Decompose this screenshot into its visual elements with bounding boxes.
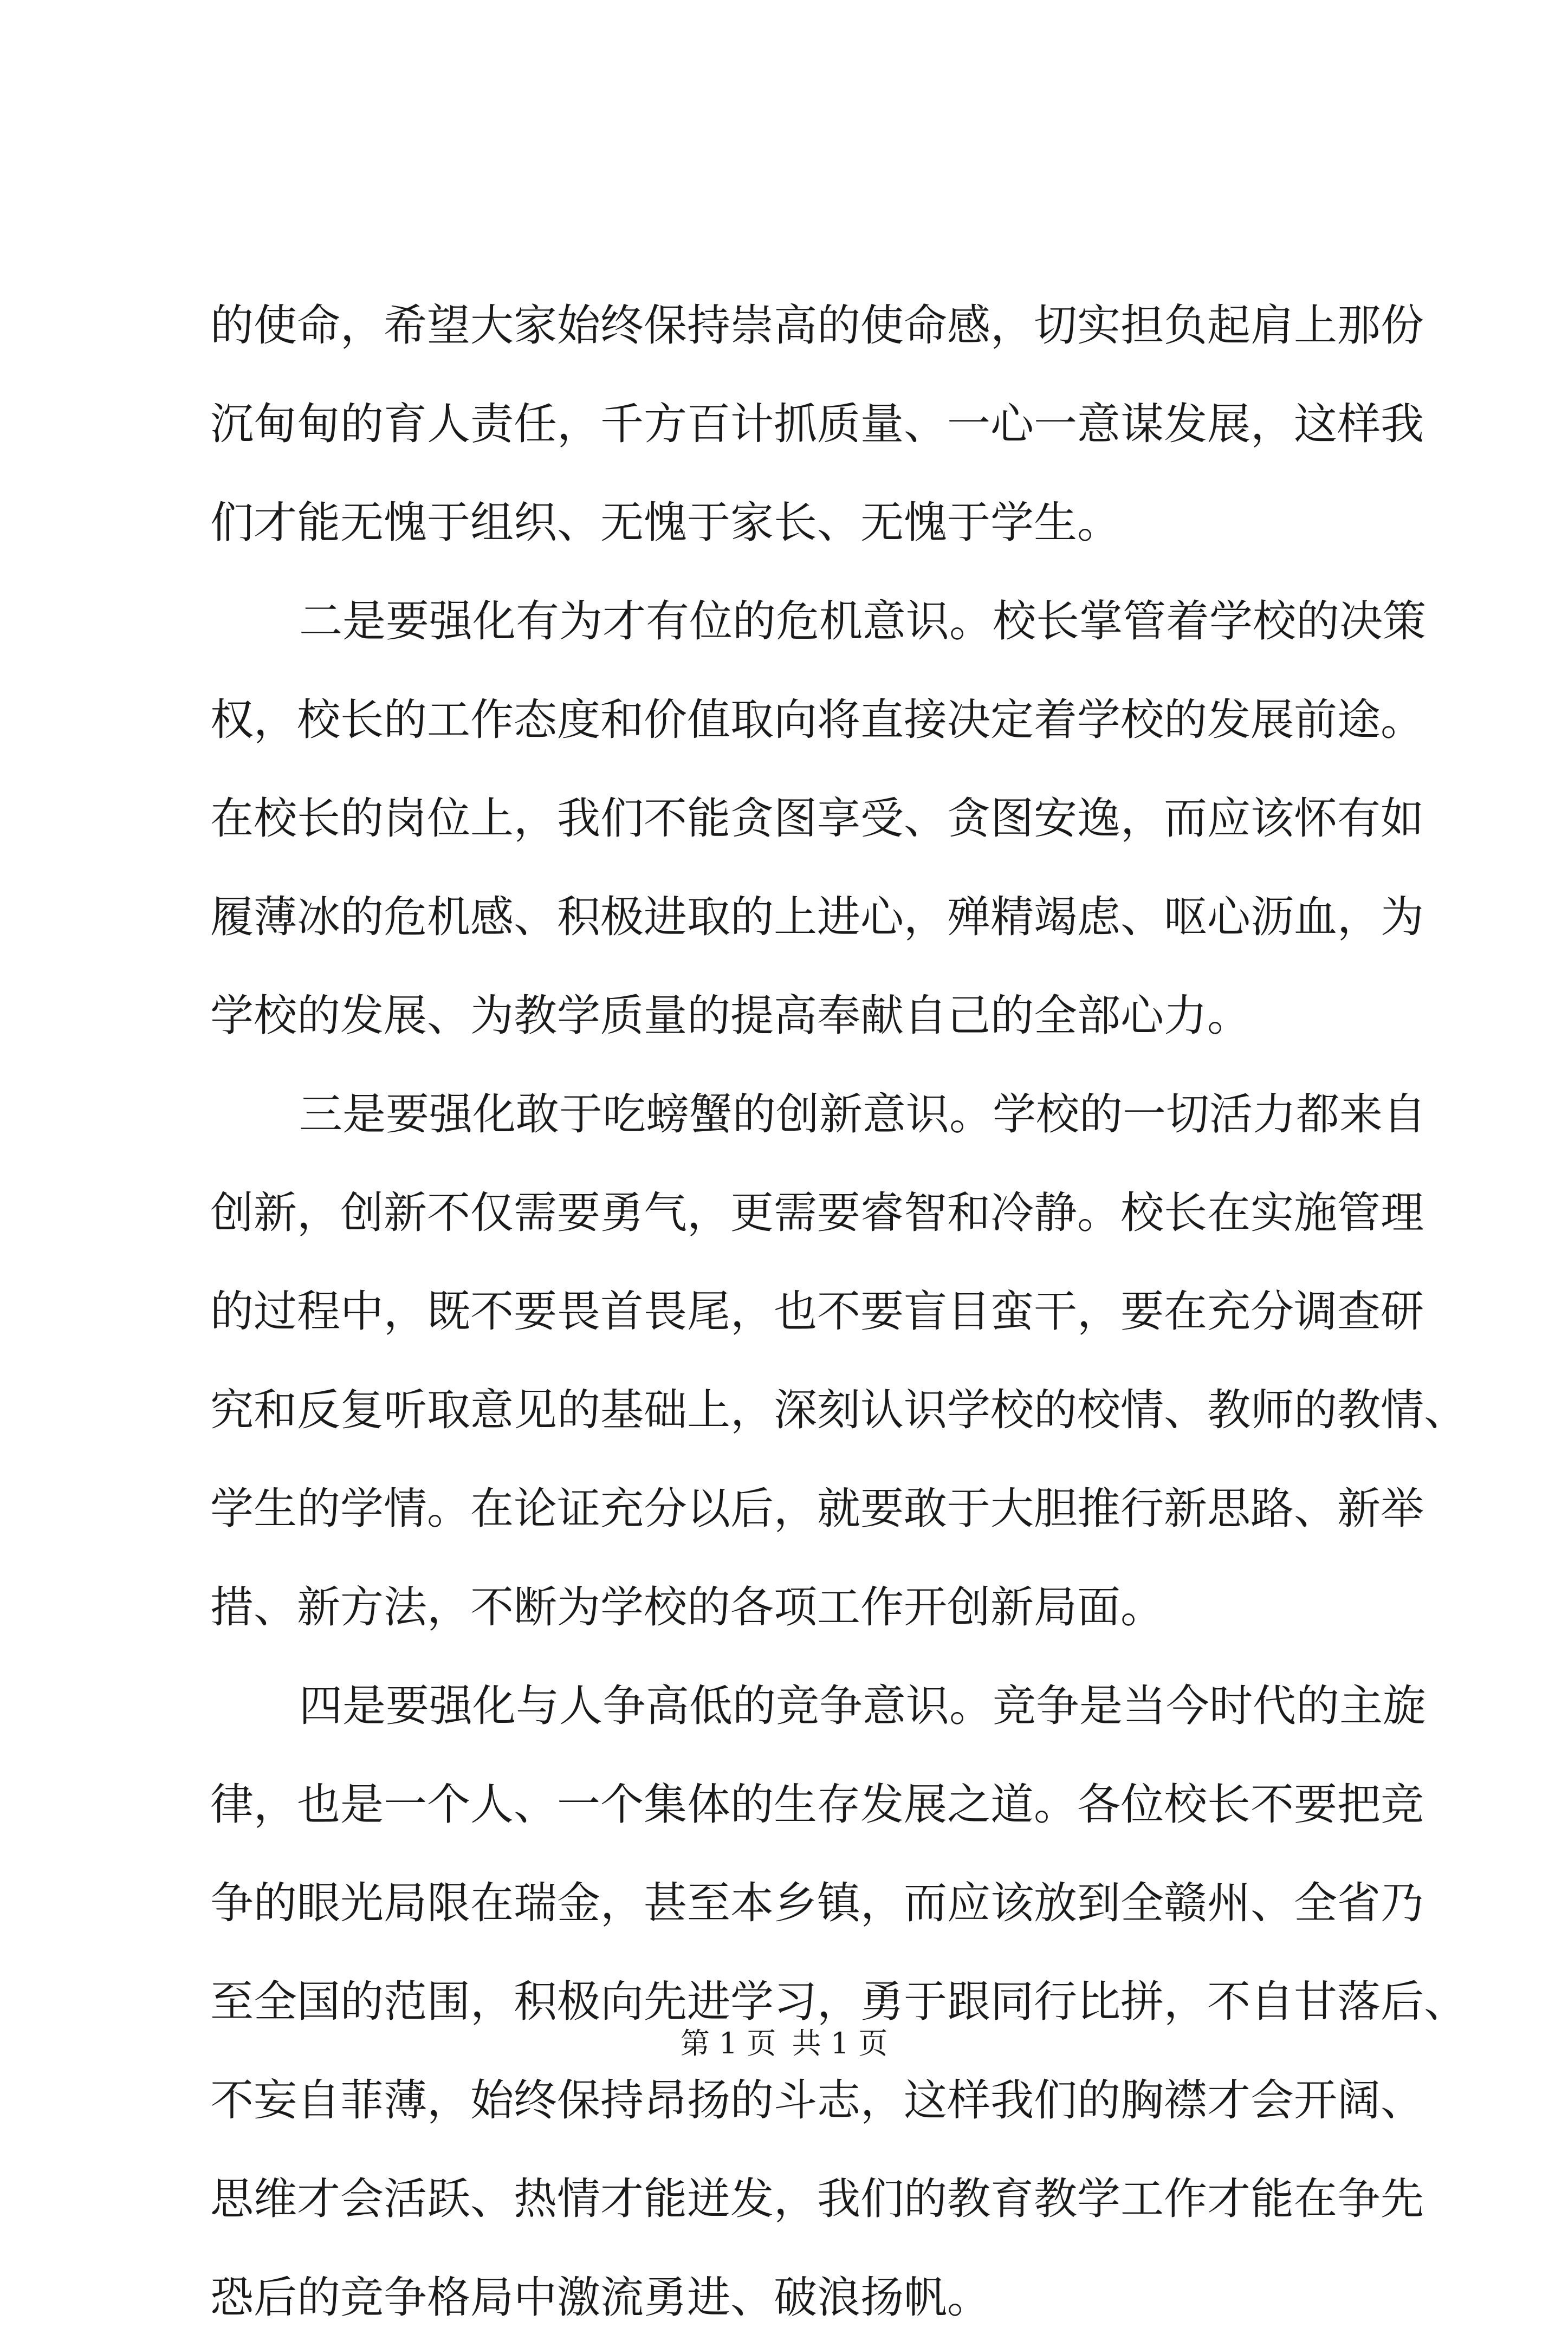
text-line: 在校长的岗位上，我们不能贪图享受、贪图安逸，而应该怀有如 [210, 793, 1424, 844]
text-line: 学校的发展、为教学质量的提高奉献自己的全部心力。 [210, 990, 1250, 1041]
text-line: 的使命，希望大家始终保持崇高的使命感，切实担负起肩上那份 [210, 300, 1424, 351]
text-line: 们才能无愧于组织、无愧于家长、无愧于学生。 [210, 497, 1120, 548]
text-line: 三是要强化敢于吃螃蟹的创新意识。学校的一切活力都来自 [299, 1089, 1426, 1139]
text-line: 沉甸甸的育人责任，千方百计抓质量、一心一意谋发展，这样我 [210, 399, 1424, 449]
text-line: 四是要强化与人争高低的竞争意识。竞争是当今时代的主旋 [299, 1681, 1426, 1731]
text-line: 究和反复听取意见的基础上，深刻认识学校的校情、教师的教情、 [210, 1385, 1467, 1435]
paragraph-3 [210, 1065, 1467, 1657]
page-footer [0, 2022, 1568, 2065]
paragraph-2 [210, 572, 1426, 1065]
text-line: 不妄自菲薄，始终保持昂扬的斗志，这样我们的胸襟才会开阔、 [210, 2075, 1424, 2125]
text-line: 律，也是一个人、一个集体的生存发展之道。各位校长不要把竞 [210, 1779, 1424, 1830]
text-line: 思维才会活跃、热情才能迸发，我们的教育教学工作才能在争先 [210, 2174, 1424, 2224]
page-total: 共 1 页 [792, 2026, 888, 2060]
text-line: 创新，创新不仅需要勇气，更需要睿智和冷静。校长在实施管理 [210, 1188, 1424, 1238]
text-line: 的过程中，既不要畏首畏尾，也不要盲目蛮干，要在充分调查研 [210, 1286, 1424, 1337]
paragraph-4 [210, 1657, 1467, 2347]
text-line: 争的眼光局限在瑞金，甚至本乡镇，而应该放到全赣州、全省乃 [210, 1878, 1424, 1928]
text-line: 措、新方法，不断为学校的各项工作开创新局面。 [210, 1582, 1164, 1632]
text-line: 恐后的竞争格局中激流勇进、破浪扬帆。 [210, 2272, 990, 2323]
text-line: 权，校长的工作态度和价值取向将直接决定着学校的发展前途。 [210, 695, 1424, 745]
paragraph-1 [210, 276, 1424, 572]
text-line: 至全国的范围，积极向先进学习，勇于跟同行比拼，不自甘落后、 [210, 1976, 1467, 2027]
text-line: 履薄冰的危机感、积极进取的上进心，殚精竭虑、呕心沥血，为 [210, 892, 1424, 942]
page-number: 第 1 页 [680, 2026, 776, 2060]
text-line: 二是要强化有为才有位的危机意识。校长掌管着学校的决策 [299, 596, 1426, 646]
text-line: 学生的学情。在论证充分以后，就要敢于大胆推行新思路、新举 [210, 1483, 1424, 1534]
